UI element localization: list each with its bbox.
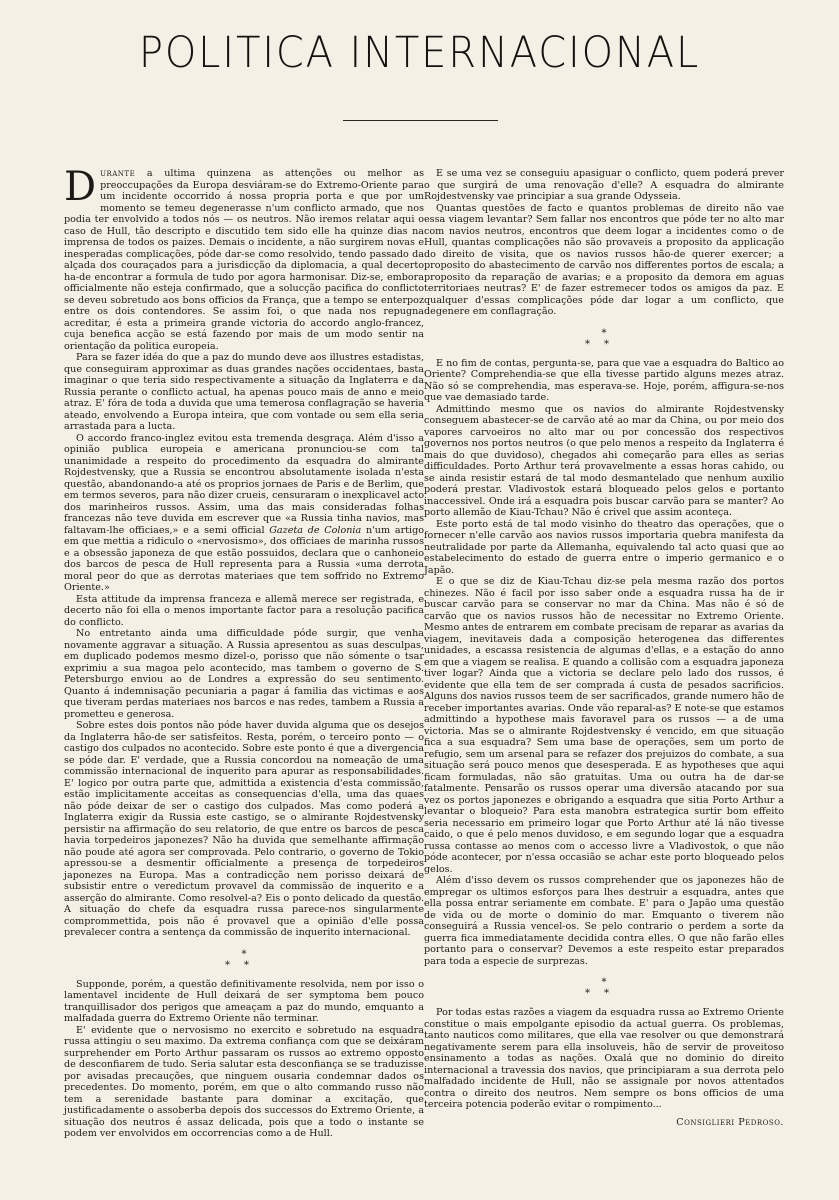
section-separator <box>64 949 424 971</box>
separator-star: * <box>601 977 607 988</box>
article-paragraph: Esta attitude da imprensa franceza e allemã merece ser registrada, e decerto não foi ella o menos importante factor para a resolução pacifica do conflicto. <box>64 593 424 628</box>
page-title: POLITICA INTERNACIONAL <box>138 28 701 78</box>
article-paragraph: E o que se diz de Kiau-Tchau diz-se pela mesma razão dos portos chinezes. Não é facil por isso saber onde a esquadra russa ha de ir buscar carvão para se conservar no mar da China. Mas não é só de carvão que os navios russos hão de necessitar no Extremo Oriente. Mesmo antes de entrarem em combate precisam de reparar as avarias da viagem, inevitaveis dada a composição heterogenea das differentes unidades, a escassa resistencia de algumas d'ellas, e a estação do anno em que a viagem se realisa. E quando a collisão com a esquadra japoneza tiver logar? Ainda que a victoria se declare pelo lado dos russos, é evidente que ella tem de ser comprada á custa de pesados sacrificios. Alguns dos navios russos teem de ser sacrificados, grande numero hão de receber importantes avarias. Onde vão reparal-as? E note-se que estamos admittindo a hypothese mais favoravel para os russos — a de uma victoria. Mas se o almirante Rojdestvensky é vencido, em que situação fica a sua esquadra? Sem uma base de operações, sem um porto de refugio, sem um arsenal para se refazer dos prejuizos do combate, a sua situação será pouco menos que desesperada. E as hypotheses que aqui ficam formuladas, não são gratuitas. Uma ou outra ha de dar-se fatalmente. Pensarão os russos operar uma diversão atacando por sua vez os portos japonezes e obrigando a esquadra que sitia Porto Arthur a levantar o bloqueio? Para esta manobra estrategica surtir bom effeito seria necessario em primeiro logar que Porto Arthur até lá não tivesse caido, o que é pelo menos duvidoso, e em segundo logar que a esquadra russa contasse ao menos com o accesso livre a Vladivostok, o que não póde acontecer, por n'essa occasião se achar este porto bloqueado pelos gelos. <box>424 576 784 875</box>
separator-star: * <box>585 988 604 999</box>
article-paragraph: Este porto está de tal modo visinho do theatro das operações, que o fornecer n'elle carvão aos navios russos importaria quebra manifesta da neutralidade por parte da Allemanha, equivalendo tal acto quasi que ao estabelecimento do estado de guerra entre o imperio germanico e o Japão. <box>424 518 784 576</box>
separator-star: * <box>604 338 623 350</box>
right-column <box>424 168 784 1128</box>
title-divider <box>343 120 498 121</box>
separator-star: * <box>241 948 247 960</box>
paragraph-text: a ultima quinzena as attenções ou melhor as preoccupações da Europa desviáram-se do Extremo-Oriente para um incidente occorrido á nossa propria porta e que por um momento se temeu degenerasse n'um conflicto armado, que nos podia ter envolvido a todos nós — os neutros. Não iremos relatar aqui o caso de Hull, tão descripto e discutido tem sido elle ha quinze dias na imprensa de todos os paizes. Demais o incidente, a não surgirem novas e inesperadas complicações, póde dar-se como resolvido, tendo passado da alçada dos couraçados para a jurisdicção da diplomacia, a qual decerto ha-de encontrar a formula de tudo por agora harmonisar. Diz-se, embora officialmente não esteja confirmado, que a solucção pacifica do conflicto se deveu sobretudo aos bons officios da França, que a tempo se enterpoz entre os dois contendores. Se assim foi, o que nada nos repugna acreditar, é esta a primeira grande victoria do accordo anglo-francez, cuja benefica acção se está fazendo por mais de um modo sentir na orientação da politica europeia. <box>64 168 424 352</box>
article-paragraph: Admittindo mesmo que os navios do almirante Rojdestvensky conseguem abastecer-se de carvão até ao mar da China, ou por meio dos vapores carvoeiros no alto mar ou por concessão dos respectivos governos nos portos neutros (o que pelo menos a respeito da Inglaterra é mais do que duvidoso), chegados ahi começarão para elles as serias difficuldades. Porto Arthur terá provavelmente a essas horas cahido, ou se ainda resistir estará de tal modo desmantelado que nenhum auxilio poderá prestar. Vladivostok estará bloqueado pelos gelos e portanto inaccessivel. Onde irá a esquadra pois buscar carvão para se manter? Ao porto allemão de Kiau-Tchau? Não é crivel que assim aconteça. <box>424 403 784 518</box>
newspaper-name: Gazeta de Colonia <box>269 524 362 536</box>
article-paragraph: Supponde, porém, a questão definitivamente resolvida, nem por isso o lamentavel incidente de Hull deixará de ser symptoma bem pouco tranquillisador dos perigos que ameaçam a paz do mundo, emquanto a malfadada guerra do Extremo Oriente não terminar. <box>64 978 424 1024</box>
separator-star-pair <box>64 960 424 971</box>
separator-star: * <box>244 959 263 971</box>
author-signature: Consiglieri Pedroso. <box>676 1116 784 1128</box>
article-paragraph: No entretanto ainda uma difficuldade póde surgir, que venha novamente aggravar a situação. A Russia apresentou as suas desculpas, em duplicado podemos mesmo dizel-o, porisso que não sómente o tsar exprimiu a sua magoa pelo acontecido, mas tambem o governo de S. Petersburgo enviou ao de Londres a expressão do seu sentimento. Quanto á indemnisação pecuniaria a pagar á familia das victimas e aos que tiveram perdas materiaes nos barcos e nas redes, tambem a Russia a prometteu e generosa. <box>64 628 424 720</box>
article-paragraph: Além d'isso devem os russos comprehender que os japonezes hão de empregar os ultimos esforços para lhes destruir a esquadra, antes que ella possa entrar seriamente em combate. E' para o Japão uma questão de vida ou de morte o dominio do mar. Emquanto o tiverem não conseguirá a Russia vencel-os. Se pelo contrario o perdem a sorte da guerra fica immediatamente decidida contra elles. O que não farão elles portanto para o conservar? Devemos a este respeito estar preparados para toda a especie de surprezas. <box>424 875 784 967</box>
separator-star: * <box>604 988 623 999</box>
lead-word: urante <box>100 168 136 179</box>
article-paragraph: Quantas questões de facto e quantos problemas de direito não vae essa viagem levantar? Sem fallar nos encontros que póde ter no alto mar com navios neutros, encontros que deem logar a incidentes como o de Hull, quantas complicações não são provaveis a proposito da applicação do direito de visita, que os navios russos hão-de querer exercer; a proposito do abastecimento de carvão nos differentes portos de escala; a proposito da reparação de avarias; e a proposito da demora em aguas territoriaes neutras? E' de fazer estremecer todos os amigos da paz. E qualquer d'essas complicações póde dar logar a um conflicto, que degenere em conflagração. <box>424 202 784 317</box>
left-column <box>64 164 424 1140</box>
article-paragraph <box>64 433 424 594</box>
article-paragraph <box>64 164 424 352</box>
article-paragraph: Sobre estes dois pontos não póde haver duvida alguma que os desejos da Inglaterra hão-de ser satisfeitos. Resta, porém, o terceiro ponto — o castigo dos culpados no acontecido. Sobre este ponto é que a divergencia se póde dar. E' verdade, que a Russia concordou na nomeação de uma commissão internacional de inquerito para apurar as responsabilidades. E' logico por outra parte que, admittida a existencia d'esta commissão, estão implicitamente acceitas as consequencias d'ella, uma das quaes não póde deixar de ser o castigo dos culpados. Mas como poderá a Inglaterra exigir da Russia este castigo, se o almirante Rojdestvensky persistir na affirmação do seu relatorio, de que entre os barcos de pesca havia torpedeiros japonezes? Não ha duvida que semelhante affirmação não poude até agora ser comprovada. Pelo contrario, o governo de Tokio apressou-se a desmentir officialmente a presença de torpedeiros japonezes na Europa. Mas a contradicção nem porisso deixará de subsistir entre o veredictum provavel da commissão de inquerito e a asserção do almirante. Como resolvel-a? Eis o ponto delicado da questão. A situação do chefe da esquadra russa parece-nos singularmente comprommettida, pois não é provavel que a opinião d'elle possa prevalecer contra a sentença da commissão de inquerito internacional. <box>64 720 424 938</box>
drop-cap: D <box>64 164 97 210</box>
separator-star-pair <box>424 988 784 999</box>
separator-star: * <box>601 327 607 339</box>
paragraph-text: O accordo franco-inglez evitou esta tremenda desgraça. Além d'isso a opinião publica europeia e americana pronunciou-se com tal unanimidade a respeito do procedimento da esquadra do almirante Rojdestvensky, que a Russia se encontrou absolutamente isolada n'esta questão, abandonando-a até os proprios jornaes de Paris e de Berlim, que em termos severos, para não dizer crueis, censuraram o inexplicavel acto dos marinheiros russos. Assim, uma das mais consideradas folhas francezas não teve duvida em escrever que «a Russia tinha navios, mas faltavam-lhe officiaes,» e a semi official <box>64 432 424 536</box>
article-paragraph: E no fim de contas, pergunta-se, para que vae a esquadra do Baltico ao Oriente? Comprehendia-se que ella tivesse partido alguns mezes atraz. Não só se comprehendia, mas esperava-se. Hoje, porém, affigura-se-nos que vae demasiado tarde. <box>424 357 784 403</box>
separator-star: * <box>585 338 604 350</box>
separator-star-pair <box>424 339 784 350</box>
article-paragraph: Para se fazer idéa do que a paz do mundo deve aos illustres estadistas, que conseguiram approximar as duas grandes nações occidentaes, basta imaginar o que teria sido respectivamente a situação da Inglaterra e da Russia perante o conflicto actual, ha apenas pouco mais de anno e meio atraz. E' fóra de toda a duvida que uma temerosa conflagração se haveria ateado, envolvendo a Europa inteira, que com vontade ou sem ella seria arrastada para a lucta. <box>64 352 424 432</box>
separator-star: * <box>225 959 244 971</box>
article-paragraph: E se uma vez se conseguiu apasiguar o conflicto, quem poderá prever o que surgirá de uma renovação d'elle? A esquadra do almirante Rojdestvensky vae principiar a sua grande Odysseia. <box>424 168 784 202</box>
article-paragraph: E' evidente que o nervosismo no exercito e sobretudo na esquadra russa attingiu o seu maximo. Da extrema confiança com que se deixáram surprehender em Porto Arthur passaram os russos ao extremo opposto de desconfiarem de tudo. Seria salutar esta desconfiança se se traduzisse por avisadas precauções, que ninguem ousaria condemnar dados os precedentes. Do momento, porém, em que o alto commando russo não tem a serenidade bastante para dominar a excitação, que justificadamente o assoberba depois dos successos do Extremo Oriente, a situação dos neutros é assaz delicada, pois que a todo o instante se podem ver envolvidos em occorrencias como a de Hull. <box>64 1024 424 1139</box>
paragraph-text: n'um artigo em que mettia a ridiculo o «nervosismo», dos officiaes de marinha russos e a obsessão japoneza de que estão possuidos, declara que o canhoneio dos barcos de pesca de Hull representa para a Russia «uma derrota moral peor do que as derrotas materiaes que tem soffrido no Extremo Oriente.» <box>64 524 424 593</box>
section-separator <box>424 328 784 350</box>
section-separator <box>424 977 784 999</box>
article-paragraph: Por todas estas razões a viagem da esquadra russa ao Extremo Oriente constitue o mais empolgante episodio da actual guerra. Os problemas, tanto nauticos como militares, que ella vae resolver ou que demonstrará negativamente serem para ella insoluveis, hão de servir de proveitoso ensinamento a todas as nações. Oxalá que no dominio do direito internacional a travessia dos navios, que principiaram a sua derrota pelo malfadado incidente de Hull, não se assignale por novos attentados contra o direito dos neutros. Nem sempre os bons officios de uma terceira potencia poderão evitar o rompimento... <box>424 1007 784 1110</box>
